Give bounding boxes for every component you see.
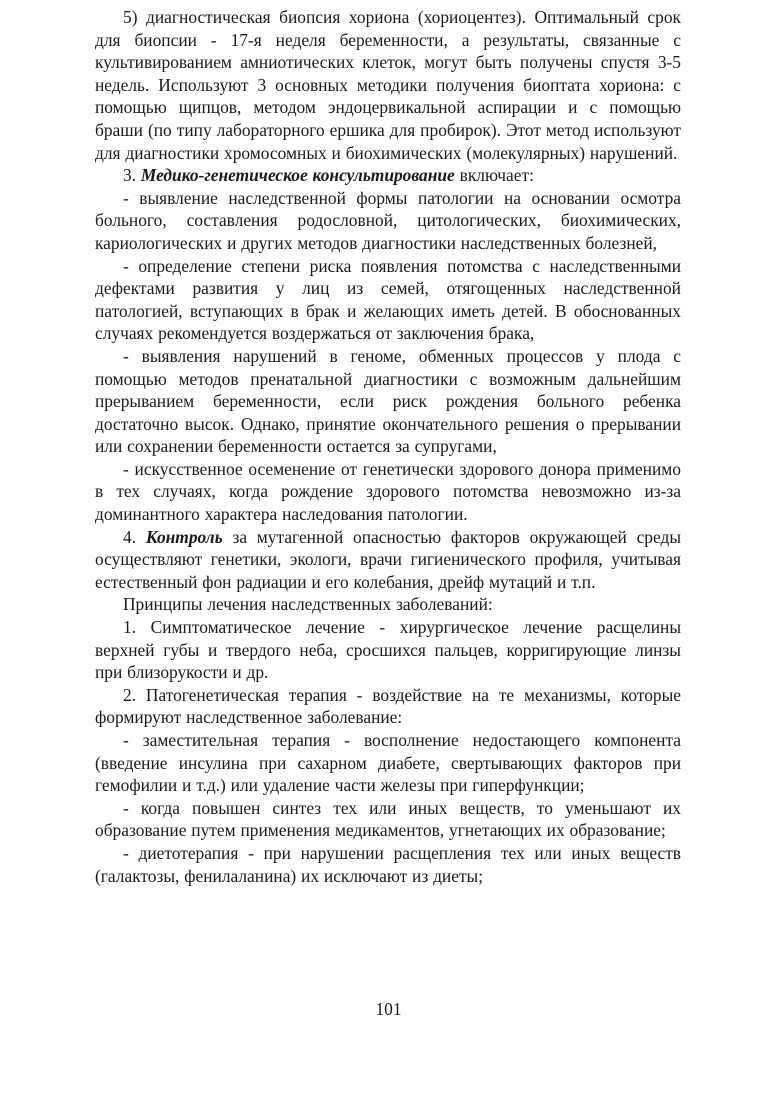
paragraph-text: включает:: [454, 165, 534, 186]
item-number: 4.: [123, 526, 146, 547]
paragraph-text: - заместительная терапия - восполнение недостающего компонента (введение инсулина при сахарном диабете, свертывающих факторов при гемофилии и т.д.) или удаление части железы при гиперфункции;: [95, 730, 681, 796]
paragraph-artificial-insemination: [95, 458, 681, 526]
paragraph-text: - диетотерапия - при нарушении расщепления тех или иных веществ (галактозы, фенилаланина) их исключают из диеты;: [95, 842, 681, 886]
paragraph-text: 2. Патогенетическая терапия - воздействие на те механизмы, которые формируют наследственное заболевание:: [95, 684, 681, 728]
paragraph-text: - определение степени риска появления потомства с наследственными дефектами развития у лиц из семей, отягощенных наследственной патологией, вступающих в брак и желающих иметь детей. В обоснованных случаях рекомендуется воздержаться от заключения брака,: [95, 255, 681, 344]
paragraph-genetic-counseling-heading: [95, 164, 681, 187]
page-number: 101: [375, 999, 402, 1019]
paragraph-symptomatic-treatment: [95, 616, 681, 684]
page-body: [95, 6, 681, 887]
paragraph-identify-hereditary-form: [95, 187, 681, 255]
emphasized-term: Медико-генетическое консультирование: [140, 165, 455, 186]
paragraph-treatment-principles: [95, 593, 681, 616]
paragraph-diet-therapy: [95, 842, 681, 887]
paragraph-text: - выявления нарушений в геноме, обменных процессов у плода с помощью методов пренатальной диагностики с возможным дальнейшим прерыванием беременности, если риск рождения больного ребенка достаточно высок. Однако, принятие окончательного решения о прерывании или сохранении беременности остается за супругами,: [95, 345, 681, 457]
paragraph-mutagen-control: [95, 526, 681, 594]
paragraph-text: - выявление наследственной формы патологии на основании осмотра больного, составления родословной, цитологических, биохимических, кариологических и других методов диагностики наследственных болезней,: [95, 187, 681, 253]
paragraph-text: 5) диагностическая биопсия хориона (хориоцентез). Оптимальный срок для биопсии - 17-я неделя беременности, а результаты, связанные с культивированием амниотических клеток, могут быть получены спустя 3-5 недель. Используют 3 основных методики получения биоптата хориона: с помощью щипцов, методом эндоцервикальной аспирации и с помощью браши (по типу лабораторного ершика для пробирок). Этот метод используют для диагностики хромосомных и биохимических (молекулярных) нарушений.: [95, 7, 681, 163]
paragraph-replacement-therapy: [95, 729, 681, 797]
paragraph-risk-assessment: [95, 255, 681, 345]
paragraph-text: - искусственное осеменение от генетически здорового донора применимо в тех случаях, когда рождение здорового потомства невозможно из-за доминантного характера наследования патологии.: [95, 458, 681, 525]
paragraph-pathogenetic-therapy: [95, 684, 681, 729]
paragraph-synthesis-reduction: [95, 797, 681, 842]
paragraph-text: Принципы лечения наследственных заболеваний:: [123, 594, 493, 615]
emphasized-term: Контроль: [145, 526, 223, 547]
paragraph-text: 1. Симптоматическое лечение - хирургическое лечение расщелины верхней губы и твердого неба, сросшихся пальцев, корригирующие линзы при близорукости и др.: [95, 617, 681, 683]
paragraph-text: - когда повышен синтез тех или иных веществ, то уменьшают их образование путем применения медикаментов, угнетающих их образование;: [95, 797, 681, 841]
paragraph-chorion-biopsy: [95, 6, 681, 164]
item-number: 3.: [123, 165, 141, 186]
paragraph-prenatal-diagnosis: [95, 345, 681, 458]
paragraph-text: за мутагенной опасностью факторов окружающей среды осуществляют генетики, экологи, врачи гигиенического профиля, учитывая естественный фон радиации и его колебания, дрейф мутаций и т.п.: [95, 526, 682, 592]
